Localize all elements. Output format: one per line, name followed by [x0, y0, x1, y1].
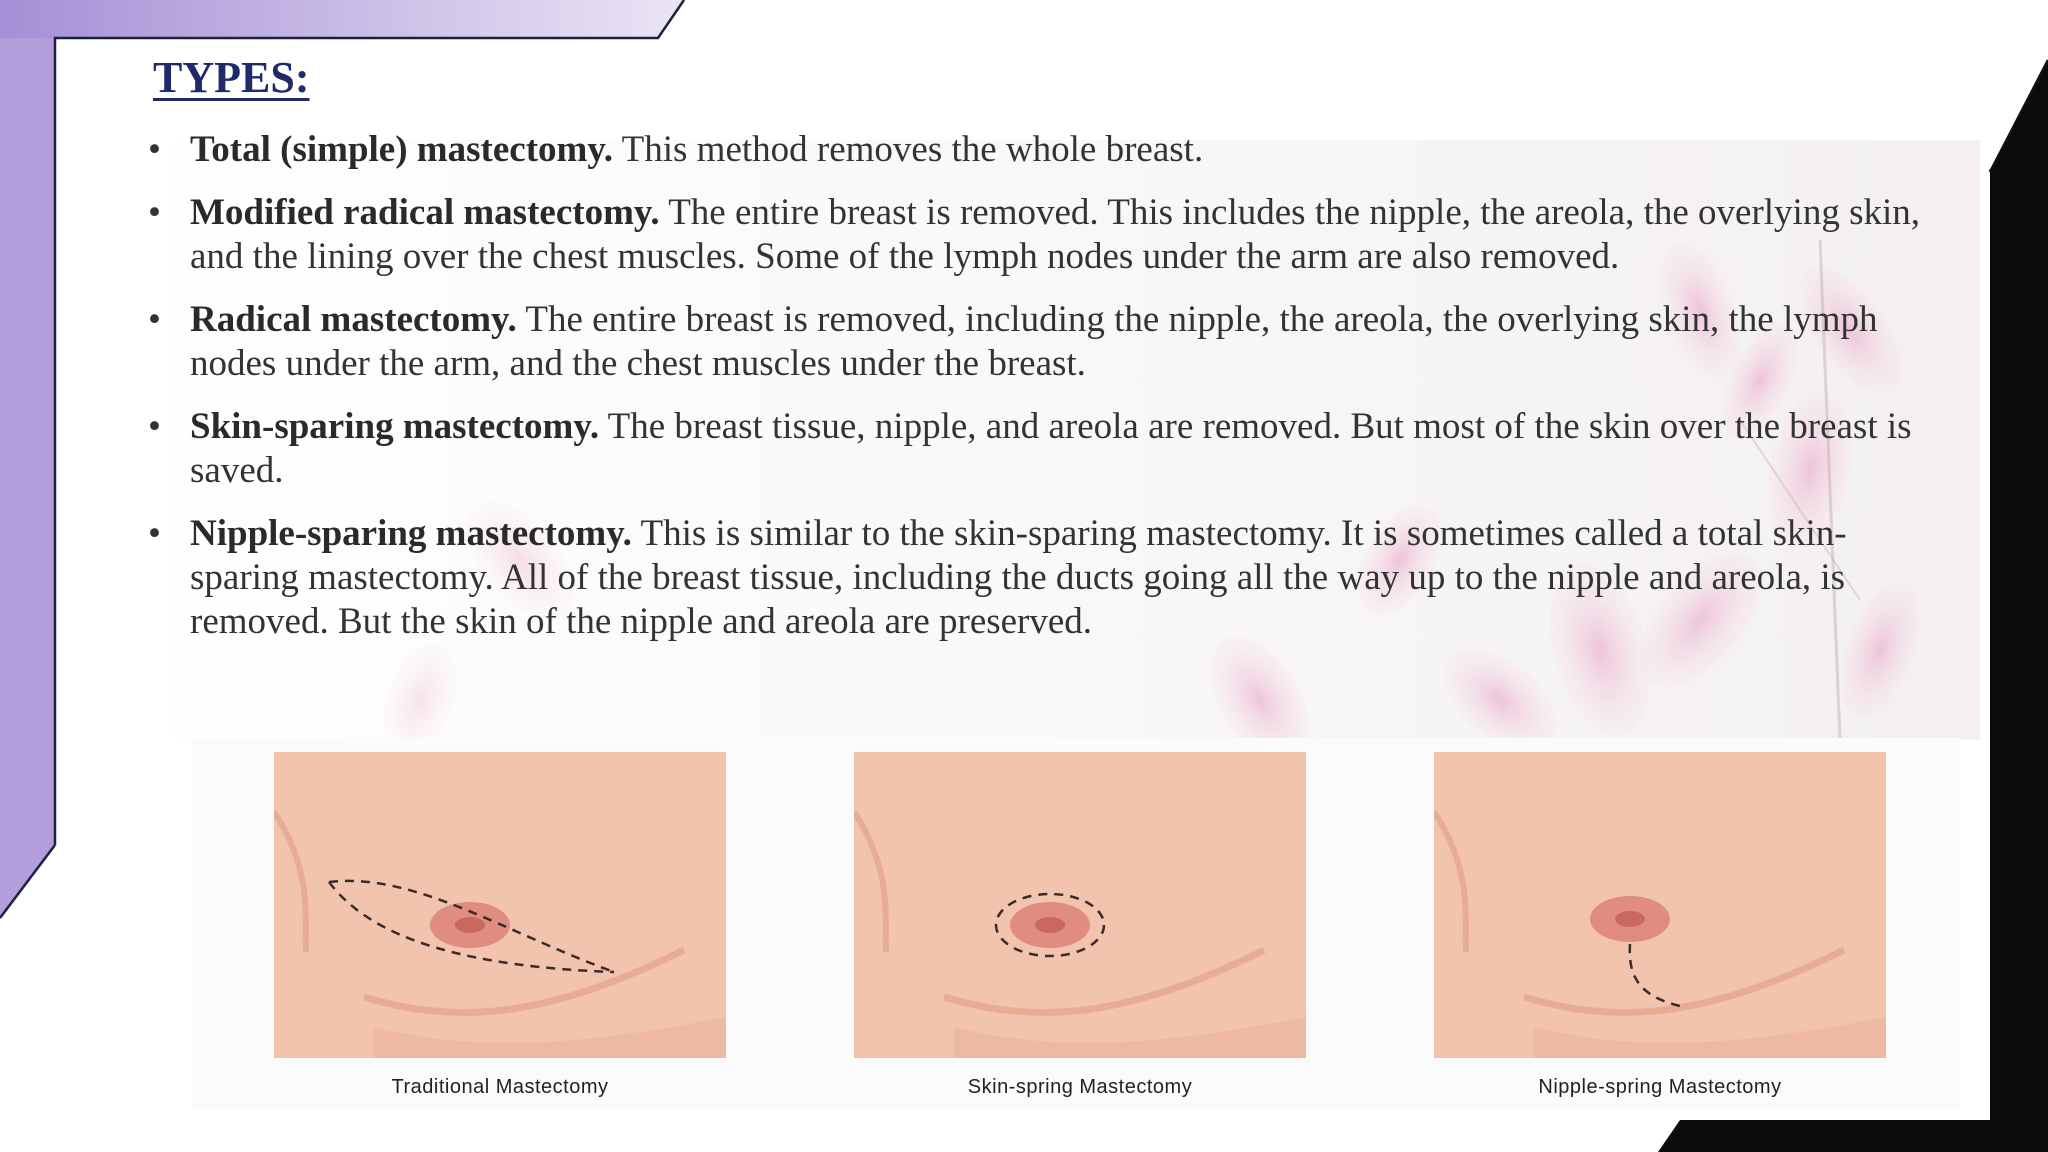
figure-caption: Traditional Mastectomy — [391, 1076, 609, 1098]
item-term: Modified radical mastectomy. — [190, 192, 660, 233]
bullet: • — [148, 129, 161, 170]
list-item — [148, 405, 1948, 493]
bullet: • — [148, 513, 161, 554]
bullet: • — [148, 299, 161, 340]
list-item — [148, 512, 1948, 644]
list-item — [148, 128, 1948, 172]
item-term: Nipple-sparing mastectomy. — [190, 513, 632, 554]
skin-spring-mastectomy-illustration — [854, 752, 1306, 1092]
item-description: The breast tissue, nipple, and areola are removed. But most of the skin over the breast is saved. — [190, 406, 1912, 491]
bullet: • — [148, 406, 161, 447]
list-item — [148, 298, 1948, 386]
item-term: Total (simple) mastectomy. — [190, 129, 614, 170]
figure-caption: Skin-spring Mastectomy — [967, 1076, 1193, 1098]
mastectomy-illustrations — [192, 738, 1960, 1110]
item-term: Skin-sparing mastectomy. — [190, 406, 600, 447]
item-description: The entire breast is removed. This includes the nipple, the areola, the overlying skin, and the lining over the chest muscles. Some of the lymph nodes under the arm are also removed. — [190, 192, 1921, 277]
bullet: • — [148, 192, 161, 233]
item-description: This method removes the whole breast. — [613, 129, 1204, 170]
item-term: Radical mastectomy. — [190, 299, 517, 340]
mastectomy-types-list — [148, 128, 1948, 663]
item-description: The entire breast is removed, including the nipple, the areola, the overlying skin, the lymph nodes under the arm, and the chest muscles under the breast. — [190, 299, 1878, 384]
nipple-spring-mastectomy-illustration — [1434, 752, 1886, 1092]
figure-caption: Nipple-spring Mastectomy — [1538, 1076, 1782, 1098]
list-item — [148, 191, 1948, 279]
item-description: This is similar to the skin-sparing mastectomy. It is sometimes called a total skin-sparing mastectomy. All of the breast tissue, including the ducts going all the way up to the nipple and areola, is removed. But the skin of the nipple and areola are preserved. — [190, 513, 1847, 642]
traditional-mastectomy-illustration — [274, 752, 726, 1092]
slide-title: TYPES: — [153, 53, 310, 102]
